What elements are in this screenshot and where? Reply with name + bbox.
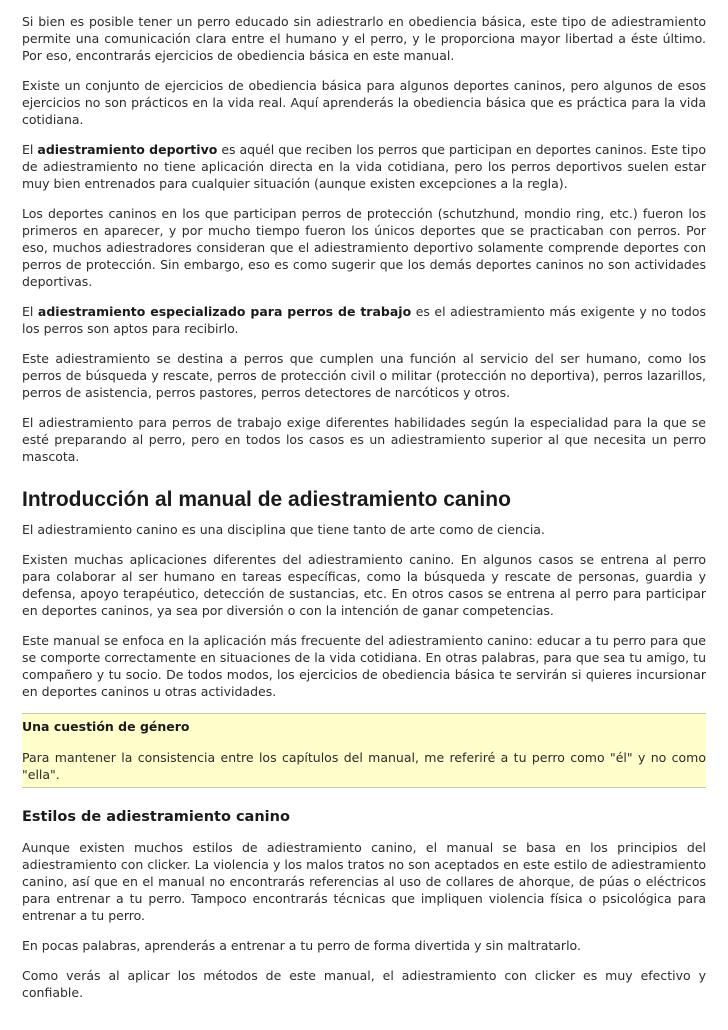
paragraph-summary: En pocas palabras, aprenderás a entrenar a tu perro de forma divertida y sin maltratarlo. — [22, 938, 581, 953]
section-heading-training-styles: Estilos de adiestramiento canino — [22, 809, 290, 825]
paragraph-text: El — [22, 304, 38, 319]
paragraph-working-skills: El adiestramiento para perros de trabajo exige diferentes habilidades según la especialidad para la que se esté preparando al perro, pero en todos los casos es un adiestramiento superior al que necesita un perro mascota. — [22, 415, 706, 464]
paragraph-applications: Existen muchas aplicaciones diferentes del adiestramiento canino. En algunos casos se entrena al perro para colaborar al ser humano en tareas específicas, como la búsqueda y rescate de personas, guardia y defensa, apoyo terapéutico, detección de sustancias, etc. En otros casos se entrena al perro para participar en deportes caninos, ya sea por diversión o con la intención de ganar competencias. — [22, 552, 706, 618]
bold-term-working-dogs: adiestramiento especializado para perros de trabajo — [37, 304, 412, 319]
section-heading-introduction: Introducción al manual de adiestramiento canino — [22, 488, 511, 511]
bold-term-sport-training: adiestramiento deportivo — [37, 142, 218, 157]
paragraph-protection-sports: Los deportes caninos en los que participan perros de protección (schutzhund, mondio ring, etc.) fueron los primeros en aparecer, y por mucho tiempo fueron los únicos deportes que se practicaban con perros. Por eso, muchos adiestradores consideran que el adiestramiento deportivo solamente comprende deportes con perros de protección. Sin embargo, eso es como sugerir que los demás deportes caninos no son actividades deportivas. — [22, 206, 706, 289]
paragraph-sport-training — [22, 141, 706, 192]
note-text: Para mantener la consistencia entre los capítulos del manual, me referiré a tu perro como "él" y no como "ella". — [22, 750, 706, 782]
paragraph-text: es el adiestramiento más exigente y no todos los perros son aptos para recibirlo. — [22, 304, 706, 336]
paragraph-art-science: El adiestramiento canino es una disciplina que tiene tanto de arte como de ciencia. — [22, 522, 545, 537]
paragraph-working-dogs — [22, 303, 706, 337]
paragraph-text: El — [22, 142, 38, 157]
paragraph-text: es aquél que reciben los perros que participan en deportes caninos. Este tipo de adiestramiento no tiene aplicación directa en la vida cotidiana, pero los perros deportivos suelen estar muy bien entrenados para cualquier situación (aunque existen excepciones a la regla). — [22, 142, 706, 191]
note-title: Una cuestión de género — [22, 719, 190, 734]
paragraph-sport-exercises: Existe un conjunto de ejercicios de obediencia básica para algunos deportes caninos, pero algunos de esos ejercicios no son prácticos en la vida real. Aquí aprenderás la obediencia básica que es práctica para la vida cotidiana. — [22, 78, 706, 127]
paragraph-service-dogs: Este adiestramiento se destina a perros que cumplen una función al servicio del ser humano, como los perros de búsqueda y rescate, perros de protección civil o militar (protección no deportiva), perros lazarillos, perros de asistencia, perros pastores, perros detectores de narcóticos y otros. — [22, 351, 706, 400]
paragraph-effectiveness: Como verás al aplicar los métodos de este manual, el adiestramiento con clicker es muy efectivo y confiable. — [22, 968, 706, 1000]
paragraph-manual-focus: Este manual se enfoca en la aplicación más frecuente del adiestramiento canino: educar a tu perro para que se comporte correctamente en situaciones de la vida cotidiana. En otras palabras, para que sea tu amigo, tu compañero y tu socio. De todos modos, los ejercicios de obediencia básica te servirán si quieres incursionar en deportes caninos u otras actividades. — [22, 633, 706, 699]
gender-note-box — [22, 713, 706, 788]
paragraph-clicker-training: Aunque existen muchos estilos de adiestramiento canino, el manual se basa en los principios del adiestramiento con clicker. La violencia y los malos tratos no son aceptados en este estilo de adiestramiento canino, así que en el manual no encontrarás referencias al uso de collares de ahorque, de púas o eléctricos para entrenar a tu perro. Tampoco encontrarás técnicas que impliquen violencia física o psicológica para entrenar a tu perro. — [22, 840, 706, 923]
paragraph-basic-obedience: Si bien es posible tener un perro educado sin adiestrarlo en obediencia básica, este tipo de adiestramiento permite una comunicación clara entre el humano y el perro, y le proporciona mayor libertad a éste último. Por eso, encontrarás ejercicios de obediencia básica en este manual. — [22, 14, 706, 63]
